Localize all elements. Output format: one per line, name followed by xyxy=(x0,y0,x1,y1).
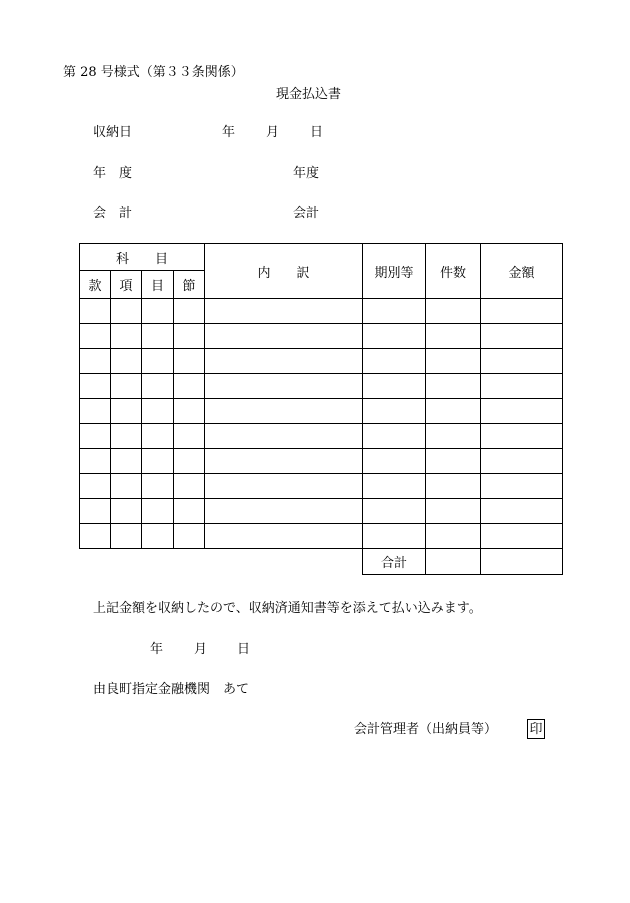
table-cell xyxy=(174,399,205,424)
table-cell xyxy=(111,499,142,524)
table-cell xyxy=(363,324,426,349)
table-cell xyxy=(80,449,111,474)
table-cell xyxy=(111,374,142,399)
table-cell xyxy=(111,324,142,349)
table-cell xyxy=(142,499,174,524)
table-cell xyxy=(481,399,563,424)
table-cell xyxy=(80,324,111,349)
receipt-date-label: 収納日 xyxy=(93,125,133,140)
table-cell xyxy=(426,349,481,374)
table-cell xyxy=(80,499,111,524)
table-row xyxy=(80,374,563,399)
table-cell xyxy=(481,449,563,474)
table-cell xyxy=(205,349,363,374)
receipt-date-month: 月 xyxy=(266,125,280,140)
table-cell xyxy=(80,374,111,399)
table-cell xyxy=(142,349,174,374)
account-label: 会 計 xyxy=(93,206,133,221)
period-header: 期別等 xyxy=(363,244,426,299)
subheader-setsu: 節 xyxy=(174,271,205,299)
table-cell xyxy=(363,449,426,474)
table-cell xyxy=(426,399,481,424)
table-cell xyxy=(174,524,205,549)
table-cell xyxy=(111,524,142,549)
table-cell xyxy=(363,349,426,374)
table-cell xyxy=(111,399,142,424)
table-cell xyxy=(426,474,481,499)
table-cell xyxy=(205,524,363,549)
table-cell xyxy=(481,474,563,499)
table-cell xyxy=(426,524,481,549)
total-label: 合計 xyxy=(363,549,426,575)
count-header: 件数 xyxy=(426,244,481,299)
table-cell xyxy=(205,499,363,524)
table-cell xyxy=(174,474,205,499)
table-cell xyxy=(426,299,481,324)
table-row xyxy=(80,324,563,349)
document-title: 現金払込書 xyxy=(276,87,342,102)
signature-date-month: 月 xyxy=(194,642,208,657)
table-cell xyxy=(363,524,426,549)
table-cell xyxy=(426,424,481,449)
total-count-cell xyxy=(426,549,481,575)
table-cell xyxy=(481,324,563,349)
table-cell xyxy=(426,324,481,349)
table-cell xyxy=(481,374,563,399)
table-cell xyxy=(174,374,205,399)
table-cell xyxy=(481,349,563,374)
table-cell xyxy=(142,374,174,399)
table-cell xyxy=(363,474,426,499)
table-cell xyxy=(481,299,563,324)
table-cell xyxy=(205,299,363,324)
subheader-kou: 項 xyxy=(111,271,142,299)
table-cell xyxy=(142,399,174,424)
signature-date-year: 年 xyxy=(150,642,164,657)
table-cell xyxy=(363,399,426,424)
table-cell xyxy=(174,449,205,474)
table-cell xyxy=(111,449,142,474)
table-row xyxy=(80,299,563,324)
table-cell xyxy=(205,399,363,424)
table-cell xyxy=(174,499,205,524)
table-cell xyxy=(142,524,174,549)
table-cell xyxy=(174,424,205,449)
table-cell xyxy=(363,424,426,449)
total-spacer xyxy=(80,549,363,575)
table-cell xyxy=(80,349,111,374)
table-row xyxy=(80,424,563,449)
table-cell xyxy=(205,324,363,349)
table-cell xyxy=(80,299,111,324)
signature-date-day: 日 xyxy=(237,642,251,657)
statement-text: 上記金額を収納したので、収納済通知書等を添えて払い込みます。 xyxy=(93,601,482,616)
form-number: 第 28 号様式（第３３条関係） xyxy=(63,65,244,80)
table-cell xyxy=(111,349,142,374)
table-cell xyxy=(142,474,174,499)
table-cell xyxy=(481,499,563,524)
seal-label: 印 xyxy=(529,721,543,737)
fiscal-year-label: 年 度 xyxy=(93,166,133,181)
table-cell xyxy=(111,474,142,499)
table-cell xyxy=(481,424,563,449)
table-cell xyxy=(205,449,363,474)
table-cell xyxy=(426,499,481,524)
table-row xyxy=(80,524,563,549)
fiscal-year-value: 年度 xyxy=(293,166,320,181)
account-value: 会計 xyxy=(293,206,320,221)
table-cell xyxy=(481,524,563,549)
table-cell xyxy=(142,324,174,349)
table-row xyxy=(80,499,563,524)
total-amount-cell xyxy=(481,549,563,575)
receipt-date-year: 年 xyxy=(222,125,236,140)
subheader-moku: 目 xyxy=(142,271,174,299)
total-row xyxy=(80,549,563,575)
table-cell xyxy=(363,299,426,324)
table-cell xyxy=(174,349,205,374)
amount-header: 金額 xyxy=(481,244,563,299)
table-cell xyxy=(205,374,363,399)
table-cell xyxy=(80,399,111,424)
table-cell xyxy=(426,374,481,399)
table-cell xyxy=(142,449,174,474)
table-cell xyxy=(363,374,426,399)
subject-header: 科 目 xyxy=(80,244,205,271)
table-cell xyxy=(363,499,426,524)
addressee: 由良町指定金融機関 あて xyxy=(93,682,250,697)
table-cell xyxy=(205,424,363,449)
table-cell xyxy=(80,524,111,549)
table-cell xyxy=(111,299,142,324)
table-cell xyxy=(142,299,174,324)
table-cell xyxy=(174,324,205,349)
receipt-date-day: 日 xyxy=(310,125,324,140)
table-row xyxy=(80,474,563,499)
table-row xyxy=(80,349,563,374)
table-row xyxy=(80,399,563,424)
detail-table xyxy=(79,243,563,575)
subheader-kan: 款 xyxy=(80,271,111,299)
table-cell xyxy=(111,424,142,449)
table-cell xyxy=(174,299,205,324)
official-title: 会計管理者（出納員等） xyxy=(354,722,498,737)
table-cell xyxy=(205,474,363,499)
table-cell xyxy=(80,474,111,499)
table-cell xyxy=(426,449,481,474)
table-row xyxy=(80,449,563,474)
breakdown-header: 内 訳 xyxy=(205,244,363,299)
table-cell xyxy=(80,424,111,449)
seal-box xyxy=(527,719,545,739)
table-cell xyxy=(142,424,174,449)
